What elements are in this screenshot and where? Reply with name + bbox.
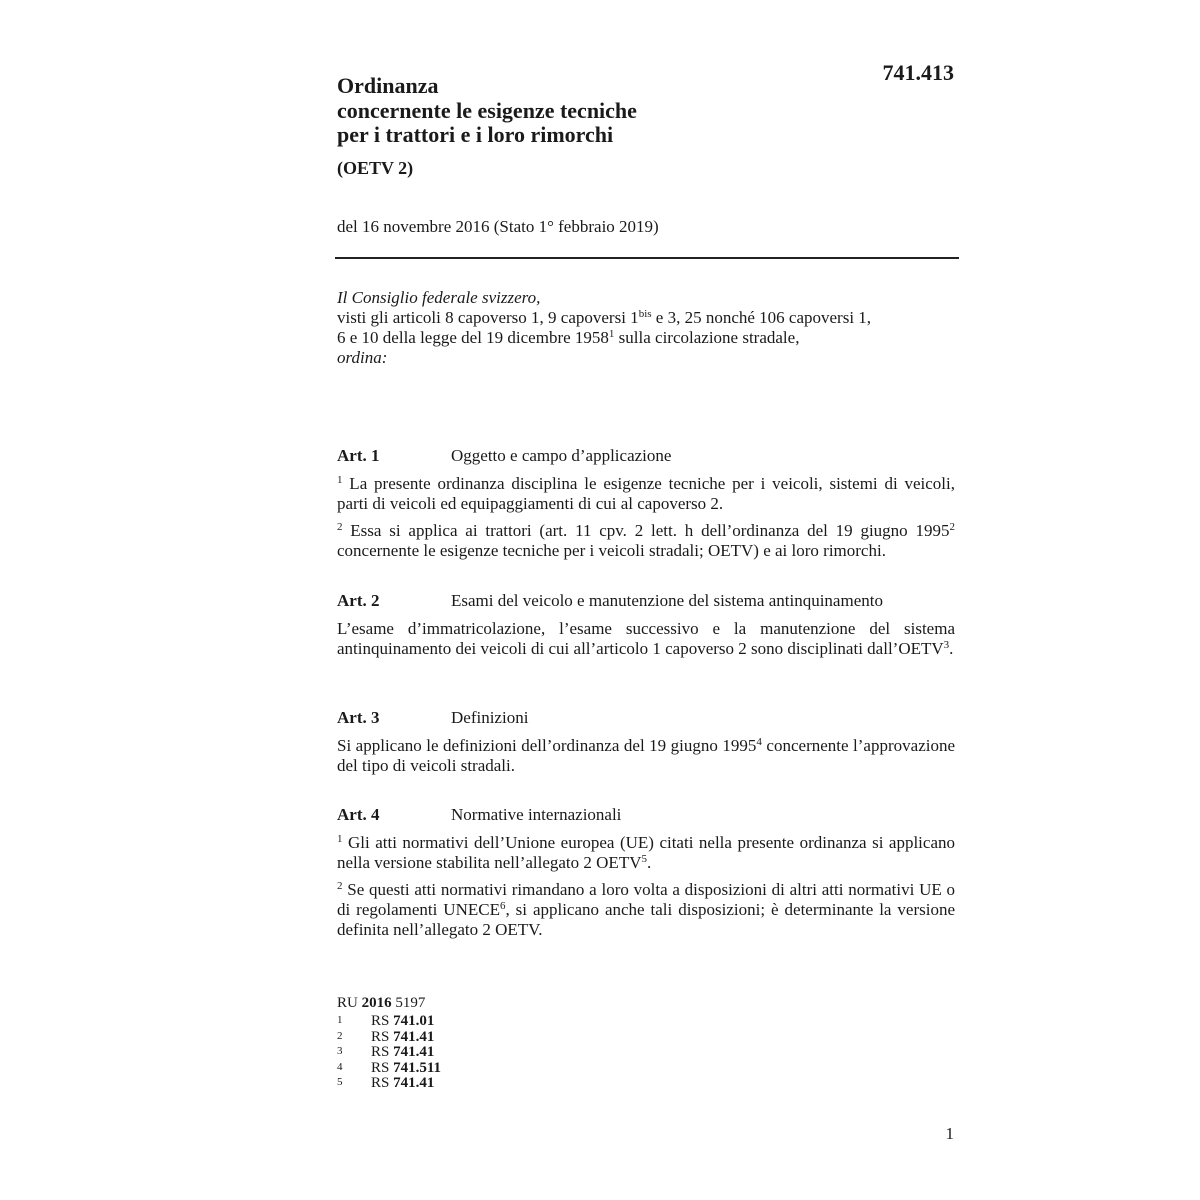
footnote-ref[interactable]: 4: [756, 736, 762, 748]
legal-basis-text: 6 e 10 della legge del 19 dicembre 1958: [337, 328, 609, 347]
date-line: del 16 novembre 2016 (Stato 1° febbraio 2019): [337, 217, 659, 236]
paragraph-text: .: [949, 639, 954, 658]
footnote-number: 3: [337, 1045, 343, 1057]
ru-prefix: RU: [337, 995, 362, 1011]
footnote-number: 4: [337, 1060, 343, 1073]
paragraph-text: La presente ordinanza disciplina le esigenze tecniche per i veicoli, sistemi di veicoli, parti di veicoli ed equipaggiamenti di cui al capoverso 2.: [337, 474, 955, 513]
footnote-item: [337, 1014, 737, 1030]
legal-basis-text: visti gli articoli 8 capoverso 1, 9 capoversi 1: [337, 308, 639, 327]
title-line-1: Ordinanza: [337, 73, 439, 98]
decree: ordina:: [337, 348, 388, 367]
article-paragraph: [337, 521, 955, 561]
article-number: Art. 1: [337, 446, 380, 465]
footnote-ref-link[interactable]: 741.511: [393, 1059, 442, 1076]
paragraph-text: concernente l’approvazione del tipo di veicoli stradali.: [337, 736, 956, 775]
article-2: [337, 591, 955, 659]
paragraph-text: Gli atti normativi dell’Unione europea (UE) citati nella presente ordinanza si applicano nella versione stabilita nell’allegato 2 OETV: [337, 833, 955, 872]
footnote-prefix: RS: [371, 1013, 394, 1029]
footnote-ref-link[interactable]: 741.41: [393, 1075, 435, 1091]
footnote-ref[interactable]: 1: [608, 328, 615, 340]
article-heading: [337, 805, 955, 825]
paragraph-text: concernente le esigenze tecniche per i veicoli stradali; OETV) e ai loro rimorchi.: [337, 541, 886, 560]
paragraph-text: Se questi atti normativi rimandano a loro volta a disposizioni di altri atti normativi UE o di regolamenti UNECE: [337, 880, 955, 919]
paragraph-text: Essa si applica ai trattori (art. 11 cpv. 2 lett. h dell’ordinanza del 19 giugno 1995: [342, 521, 950, 540]
article-number: Art. 2: [337, 591, 380, 610]
paragraph-text: L’esame d’immatricolazione, l’esame successivo e la manutenzione del sistema antinquinamento dei veicoli di cui all’articolo 1 capoverso 2 sono disciplinati dall’OETV: [337, 619, 955, 658]
article-title: Normative internazionali: [451, 805, 622, 824]
legal-basis-text: sulla circolazione stradale,: [614, 328, 800, 347]
article-number: Art. 3: [337, 708, 380, 727]
article-4: [337, 805, 955, 940]
article-paragraph: [337, 833, 955, 873]
footnote-prefix: RS: [371, 1059, 394, 1076]
footnote-ref[interactable]: 3: [943, 639, 950, 651]
footnote-number: 2: [337, 1029, 343, 1042]
paragraph-mark: 2: [337, 521, 343, 533]
ru-page: 5197: [391, 995, 426, 1011]
article-paragraph: [337, 619, 955, 659]
footnote-item: [337, 1030, 737, 1046]
article-number: Art. 4: [337, 805, 380, 824]
footnote-ref[interactable]: 5: [641, 853, 647, 865]
preamble: [337, 288, 955, 368]
authority: Il Consiglio federale svizzero,: [337, 288, 541, 307]
article-title: Definizioni: [451, 708, 529, 727]
footnote-ref[interactable]: 6: [499, 900, 506, 912]
article-heading: [337, 708, 955, 728]
header-divider: [335, 257, 959, 259]
abbreviation: (OETV 2): [337, 157, 414, 178]
footnote-item: [337, 1045, 737, 1061]
article-paragraph: [337, 474, 955, 514]
paragraph-text: , si applicano anche tali disposizioni; è determinante la versione definita nell’allegato 2 OETV.: [337, 900, 955, 939]
article-3: [337, 708, 955, 776]
title-block: [337, 74, 957, 180]
footnote-prefix: RS: [371, 1028, 394, 1045]
footnote-ref-link[interactable]: 741.41: [393, 1028, 435, 1045]
footnote-prefix: RS: [371, 1075, 394, 1091]
legal-basis-line-1: [337, 308, 955, 328]
paragraph-mark: 1: [337, 833, 343, 845]
footnotes: [337, 994, 737, 1092]
ru-reference: [337, 994, 737, 1012]
ru-year: 2016: [361, 995, 392, 1011]
paragraph-mark: 1: [337, 474, 343, 486]
title-line-3: per i trattori e i loro rimorchi: [337, 122, 614, 147]
paragraph-mark: 2: [337, 880, 343, 892]
footnote-ref-link[interactable]: 741.01: [393, 1013, 435, 1029]
paragraph-text: .: [646, 853, 652, 872]
bis-superscript: bis: [638, 308, 652, 320]
footnote-item: [337, 1076, 737, 1092]
legal-basis-line-2: [337, 328, 955, 348]
footnote-ref-link[interactable]: 741.41: [393, 1044, 435, 1060]
article-paragraph: [337, 880, 955, 940]
footnote-number: 5: [337, 1076, 343, 1088]
article-paragraph: [337, 736, 955, 776]
footnote-prefix: RS: [371, 1044, 394, 1060]
paragraph-text: Si applicano le definizioni dell’ordinanza del 19 giugno 1995: [337, 736, 757, 755]
page-number: 1: [945, 1124, 954, 1143]
footnote-number: 1: [337, 1014, 343, 1026]
sr-number: 741.413: [882, 60, 954, 85]
article-heading: [337, 591, 955, 611]
article-heading: [337, 446, 955, 466]
title-line-2: concernente le esigenze tecniche: [337, 97, 637, 123]
footnote-item: [337, 1061, 737, 1077]
footnote-ref[interactable]: 2: [949, 521, 955, 533]
article-title: Oggetto e campo d’applicazione: [451, 446, 672, 465]
article-1: [337, 446, 955, 561]
article-title: Esami del veicolo e manutenzione del sistema antinquinamento: [451, 591, 883, 610]
legal-basis-text: e 3, 25 nonché 106 capoversi 1,: [651, 308, 872, 327]
